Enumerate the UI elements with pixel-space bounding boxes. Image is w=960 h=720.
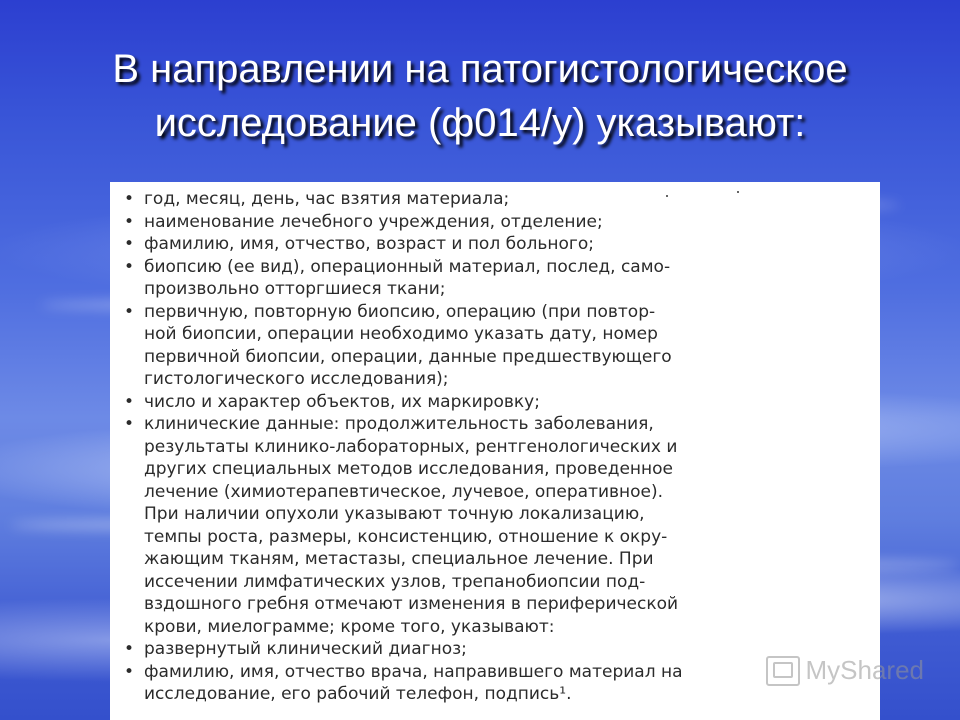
continuation-line: других специальных методов исследования, проведенное bbox=[144, 459, 674, 479]
continuation-line: лечение (химиотерапевтическое, лучевое, оперативное). bbox=[144, 481, 664, 502]
bullet-item-line: • наименование лечебного учреждения, отделение; bbox=[124, 211, 870, 234]
continuation-line: результаты клинико-лабораторных, рентгенологических и bbox=[144, 436, 678, 457]
bullet-item-line: • год, месяц, день, час взятия материала; bbox=[124, 188, 870, 211]
bullet-item-line: • развернутый клинический диагноз; bbox=[124, 638, 870, 661]
bullet-item-line: • фамилию, имя, отчество, возраст и пол больного; bbox=[124, 233, 870, 256]
watermark-text: MyShared bbox=[805, 655, 924, 685]
continuation-line: вздошного гребня отмечают изменения в периферической bbox=[144, 594, 679, 614]
slide-title bbox=[0, 42, 960, 150]
bullet-item-line: • фамилию, имя, отчество врача, направившего материал на bbox=[124, 661, 870, 684]
continuation-line: исследование, его рабочий телефон, подпись¹. bbox=[144, 684, 572, 704]
requirements-list bbox=[124, 188, 870, 706]
bullet-item-line: • клинические данные: продолжительность заболевания, bbox=[124, 413, 870, 436]
bullet-item-line: • биопсию (ее вид), операционный материал, послед, само- bbox=[124, 256, 870, 279]
scanned-document-panel bbox=[110, 182, 880, 720]
continuation-line: первичной биопсии, операции, данные предшествующего bbox=[144, 346, 672, 367]
continuation-line: ной биопсии, операции необходимо указать дату, номер bbox=[144, 324, 658, 344]
continuation-line: При наличии опухоли указывают точную локализацию, bbox=[144, 504, 645, 524]
watermark bbox=[766, 655, 925, 686]
continuation-line: иссечении лимфатических узлов, трепанобиопсии под- bbox=[144, 571, 646, 592]
bullet-item-line: • число и характер объектов, их маркировку; bbox=[124, 391, 870, 414]
slide-title-line: В направлении на патогистологическое bbox=[112, 47, 848, 91]
continuation-line: произвольно отторгшиеся ткани; bbox=[144, 279, 446, 299]
continuation-line: гистологического исследования); bbox=[144, 369, 449, 389]
continuation-line: крови, миелограмме; кроме того, указывают: bbox=[144, 616, 555, 637]
myshared-logo-icon bbox=[766, 656, 800, 686]
continuation-line: темпы роста, размеры, консистенцию, отношение к окру- bbox=[144, 526, 668, 547]
bullet-item-line: • первичную, повторную биопсию, операцию (при повтор- bbox=[124, 301, 870, 324]
continuation-line: жающим тканям, метастазы, специальное лечение. При bbox=[144, 549, 654, 569]
slide-title-line: исследование (ф014/у) указывают: bbox=[154, 101, 806, 145]
